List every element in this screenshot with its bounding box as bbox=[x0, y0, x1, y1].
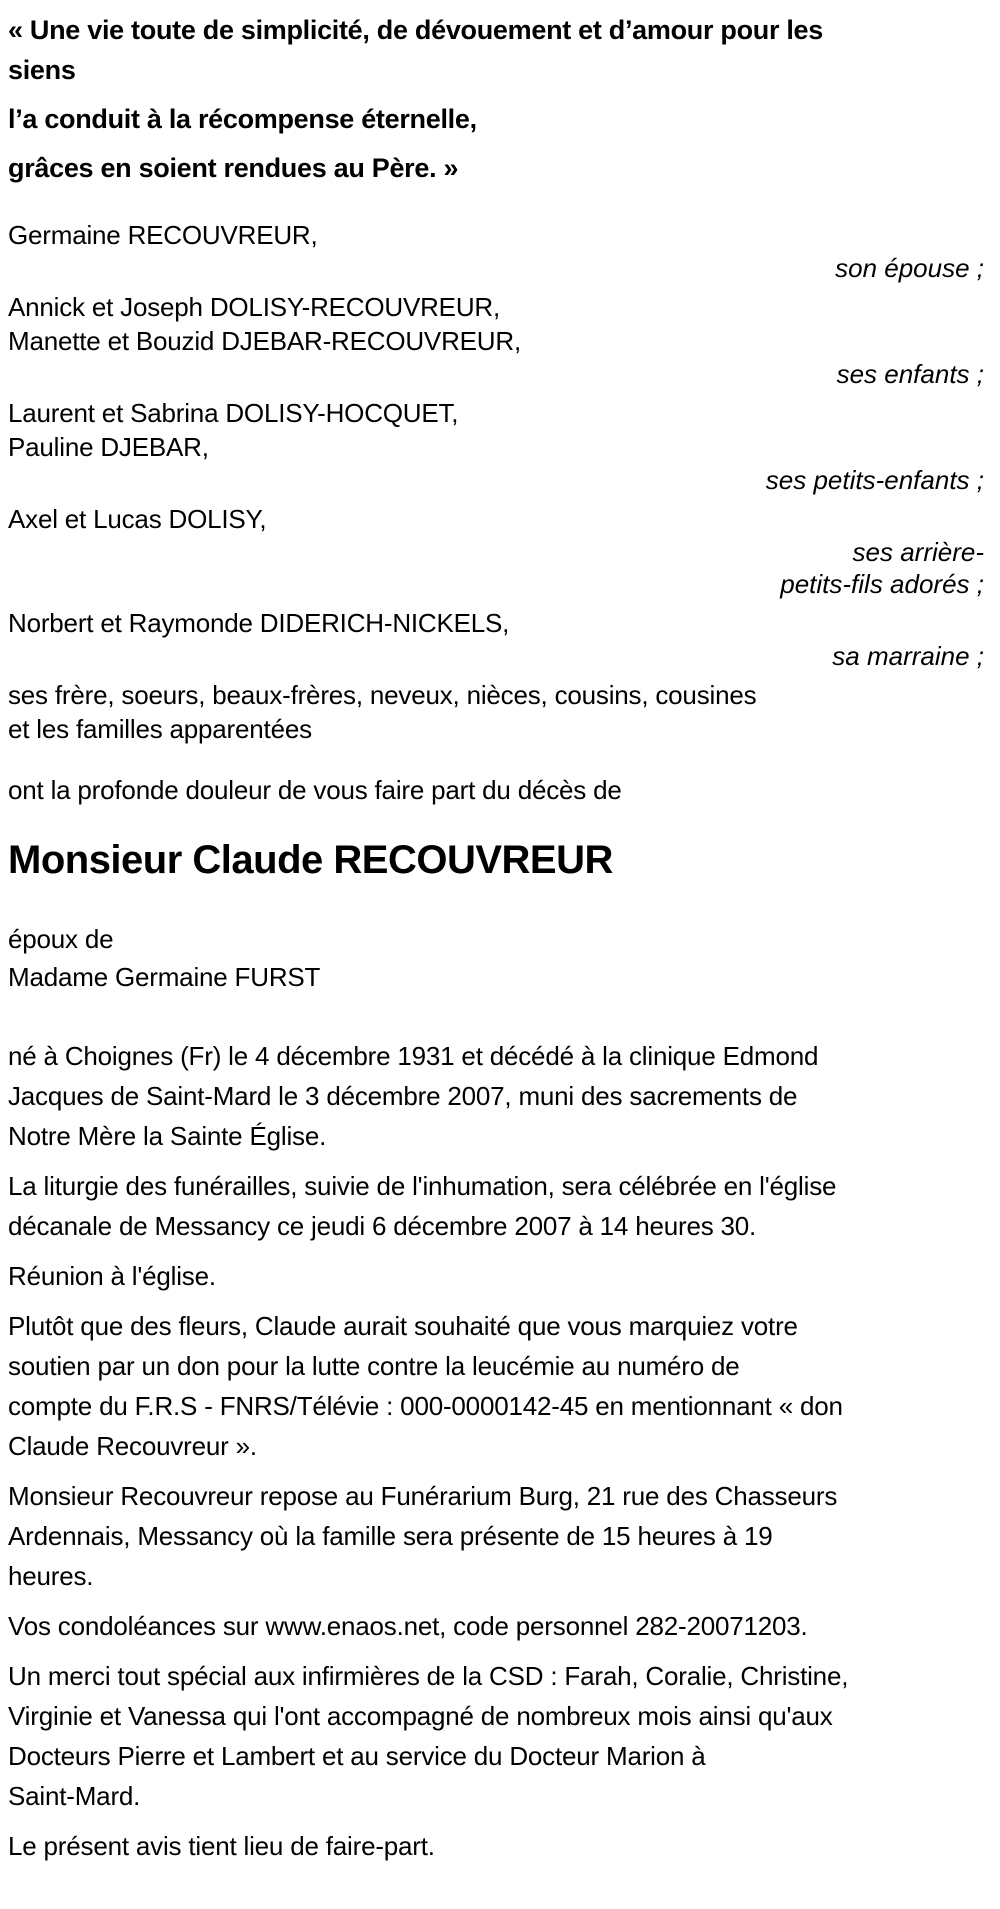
details-paragraph bbox=[8, 1166, 984, 1246]
quote-line: grâces en soient rendues au Père. » bbox=[8, 153, 459, 183]
details-line: Virginie et Vanessa qui l'ont accompagné de nombreux mois ainsi qu'aux bbox=[8, 1701, 833, 1731]
family-name-line: Germaine RECOUVREUR, bbox=[8, 220, 318, 250]
details-paragraph bbox=[8, 1606, 984, 1646]
details-paragraph bbox=[8, 1826, 984, 1866]
deceased-name: Monsieur Claude RECOUVREUR bbox=[8, 838, 613, 882]
details-line: né à Choignes (Fr) le 4 décembre 1931 et décédé à la clinique Edmond bbox=[8, 1041, 819, 1071]
family-relation-line: sa marraine ; bbox=[832, 641, 984, 671]
details-paragraph bbox=[8, 1306, 984, 1466]
family-relation-line: ses petits-enfants ; bbox=[765, 465, 984, 495]
notice-details bbox=[8, 1036, 984, 1866]
details-line: décanale de Messancy ce jeudi 6 décembre 2007 à 14 heures 30. bbox=[8, 1211, 757, 1241]
family-relation-line: ses enfants ; bbox=[836, 359, 984, 389]
quote-line: l’a conduit à la récompense éternelle, bbox=[8, 104, 477, 134]
details-line: Réunion à l'église. bbox=[8, 1261, 216, 1291]
details-line: La liturgie des funérailles, suivie de l'inhumation, sera célébrée en l'église bbox=[8, 1171, 837, 1201]
family-relation bbox=[574, 536, 984, 600]
family-name-line: Norbert et Raymonde DIDERICH-NICKELS, bbox=[8, 608, 510, 638]
details-paragraph bbox=[8, 1476, 984, 1596]
details-line: Un merci tout spécial aux infirmières de la CSD : Farah, Coralie, Christine, bbox=[8, 1661, 849, 1691]
family-group bbox=[8, 678, 984, 746]
details-line: Monsieur Recouvreur repose au Funérarium Burg, 21 rue des Chasseurs bbox=[8, 1481, 838, 1511]
quote-paragraph bbox=[8, 99, 984, 139]
details-line: Notre Mère la Sainte Église. bbox=[8, 1121, 327, 1151]
details-line: Vos condoléances sur www.enaos.net, code personnel 282-20071203. bbox=[8, 1611, 808, 1641]
family-group bbox=[8, 606, 984, 672]
spouse-line: époux de bbox=[8, 924, 114, 954]
family-name-line: Axel et Lucas DOLISY, bbox=[8, 504, 267, 534]
spouse-block bbox=[8, 920, 984, 996]
details-line: Saint-Mard. bbox=[8, 1781, 141, 1811]
family-group bbox=[8, 290, 984, 390]
details-line: soutien par un don pour la lutte contre la leucémie au numéro de bbox=[8, 1351, 740, 1381]
family-name-line: Pauline DJEBAR, bbox=[8, 432, 209, 462]
details-paragraph bbox=[8, 1036, 984, 1156]
family-relation bbox=[574, 640, 984, 672]
spouse-line: Madame Germaine FURST bbox=[8, 962, 321, 992]
family-name-line: Annick et Joseph DOLISY-RECOUVREUR, bbox=[8, 292, 501, 322]
family-relation-line: petits-fils adorés ; bbox=[780, 569, 984, 599]
quote-paragraph bbox=[8, 10, 984, 90]
family-relation bbox=[574, 464, 984, 496]
family-group bbox=[8, 218, 984, 284]
family-group bbox=[8, 502, 984, 600]
family-list bbox=[8, 218, 984, 746]
family-relation bbox=[574, 252, 984, 284]
details-paragraph bbox=[8, 1256, 984, 1296]
details-line: Plutôt que des fleurs, Claude aurait souhaité que vous marquiez votre bbox=[8, 1311, 798, 1341]
quote-line: siens bbox=[8, 55, 76, 85]
quote-line: « Une vie toute de simplicité, de dévouement et d’amour pour les bbox=[8, 15, 823, 45]
details-line: Jacques de Saint-Mard le 3 décembre 2007, muni des sacrements de bbox=[8, 1081, 798, 1111]
details-paragraph bbox=[8, 1656, 984, 1816]
family-name-line: ses frère, soeurs, beaux-frères, neveux, nièces, cousins, cousines bbox=[8, 680, 757, 710]
details-line: Claude Recouvreur ». bbox=[8, 1431, 257, 1461]
details-line: heures. bbox=[8, 1561, 94, 1591]
details-line: compte du F.R.S - FNRS/Télévie : 000-0000142-45 en mentionnant « don bbox=[8, 1391, 843, 1421]
family-name-line: Laurent et Sabrina DOLISY-HOCQUET, bbox=[8, 398, 459, 428]
family-relation-line: son épouse ; bbox=[835, 253, 984, 283]
family-relation bbox=[574, 358, 984, 390]
quote-paragraph bbox=[8, 148, 984, 188]
family-name-line: et les familles apparentées bbox=[8, 714, 312, 744]
details-line: Docteurs Pierre et Lambert et au service du Docteur Marion à bbox=[8, 1741, 706, 1771]
details-line: Ardennais, Messancy où la famille sera présente de 15 heures à 19 bbox=[8, 1521, 773, 1551]
family-name-line: Manette et Bouzid DJEBAR-RECOUVREUR, bbox=[8, 326, 521, 356]
memorial-quote bbox=[8, 10, 984, 188]
details-line: Le présent avis tient lieu de faire-part. bbox=[8, 1831, 435, 1861]
family-relation-line: ses arrière- bbox=[852, 537, 984, 567]
family-group bbox=[8, 396, 984, 496]
announcement-intro: ont la profonde douleur de vous faire part du décès de bbox=[8, 775, 622, 805]
